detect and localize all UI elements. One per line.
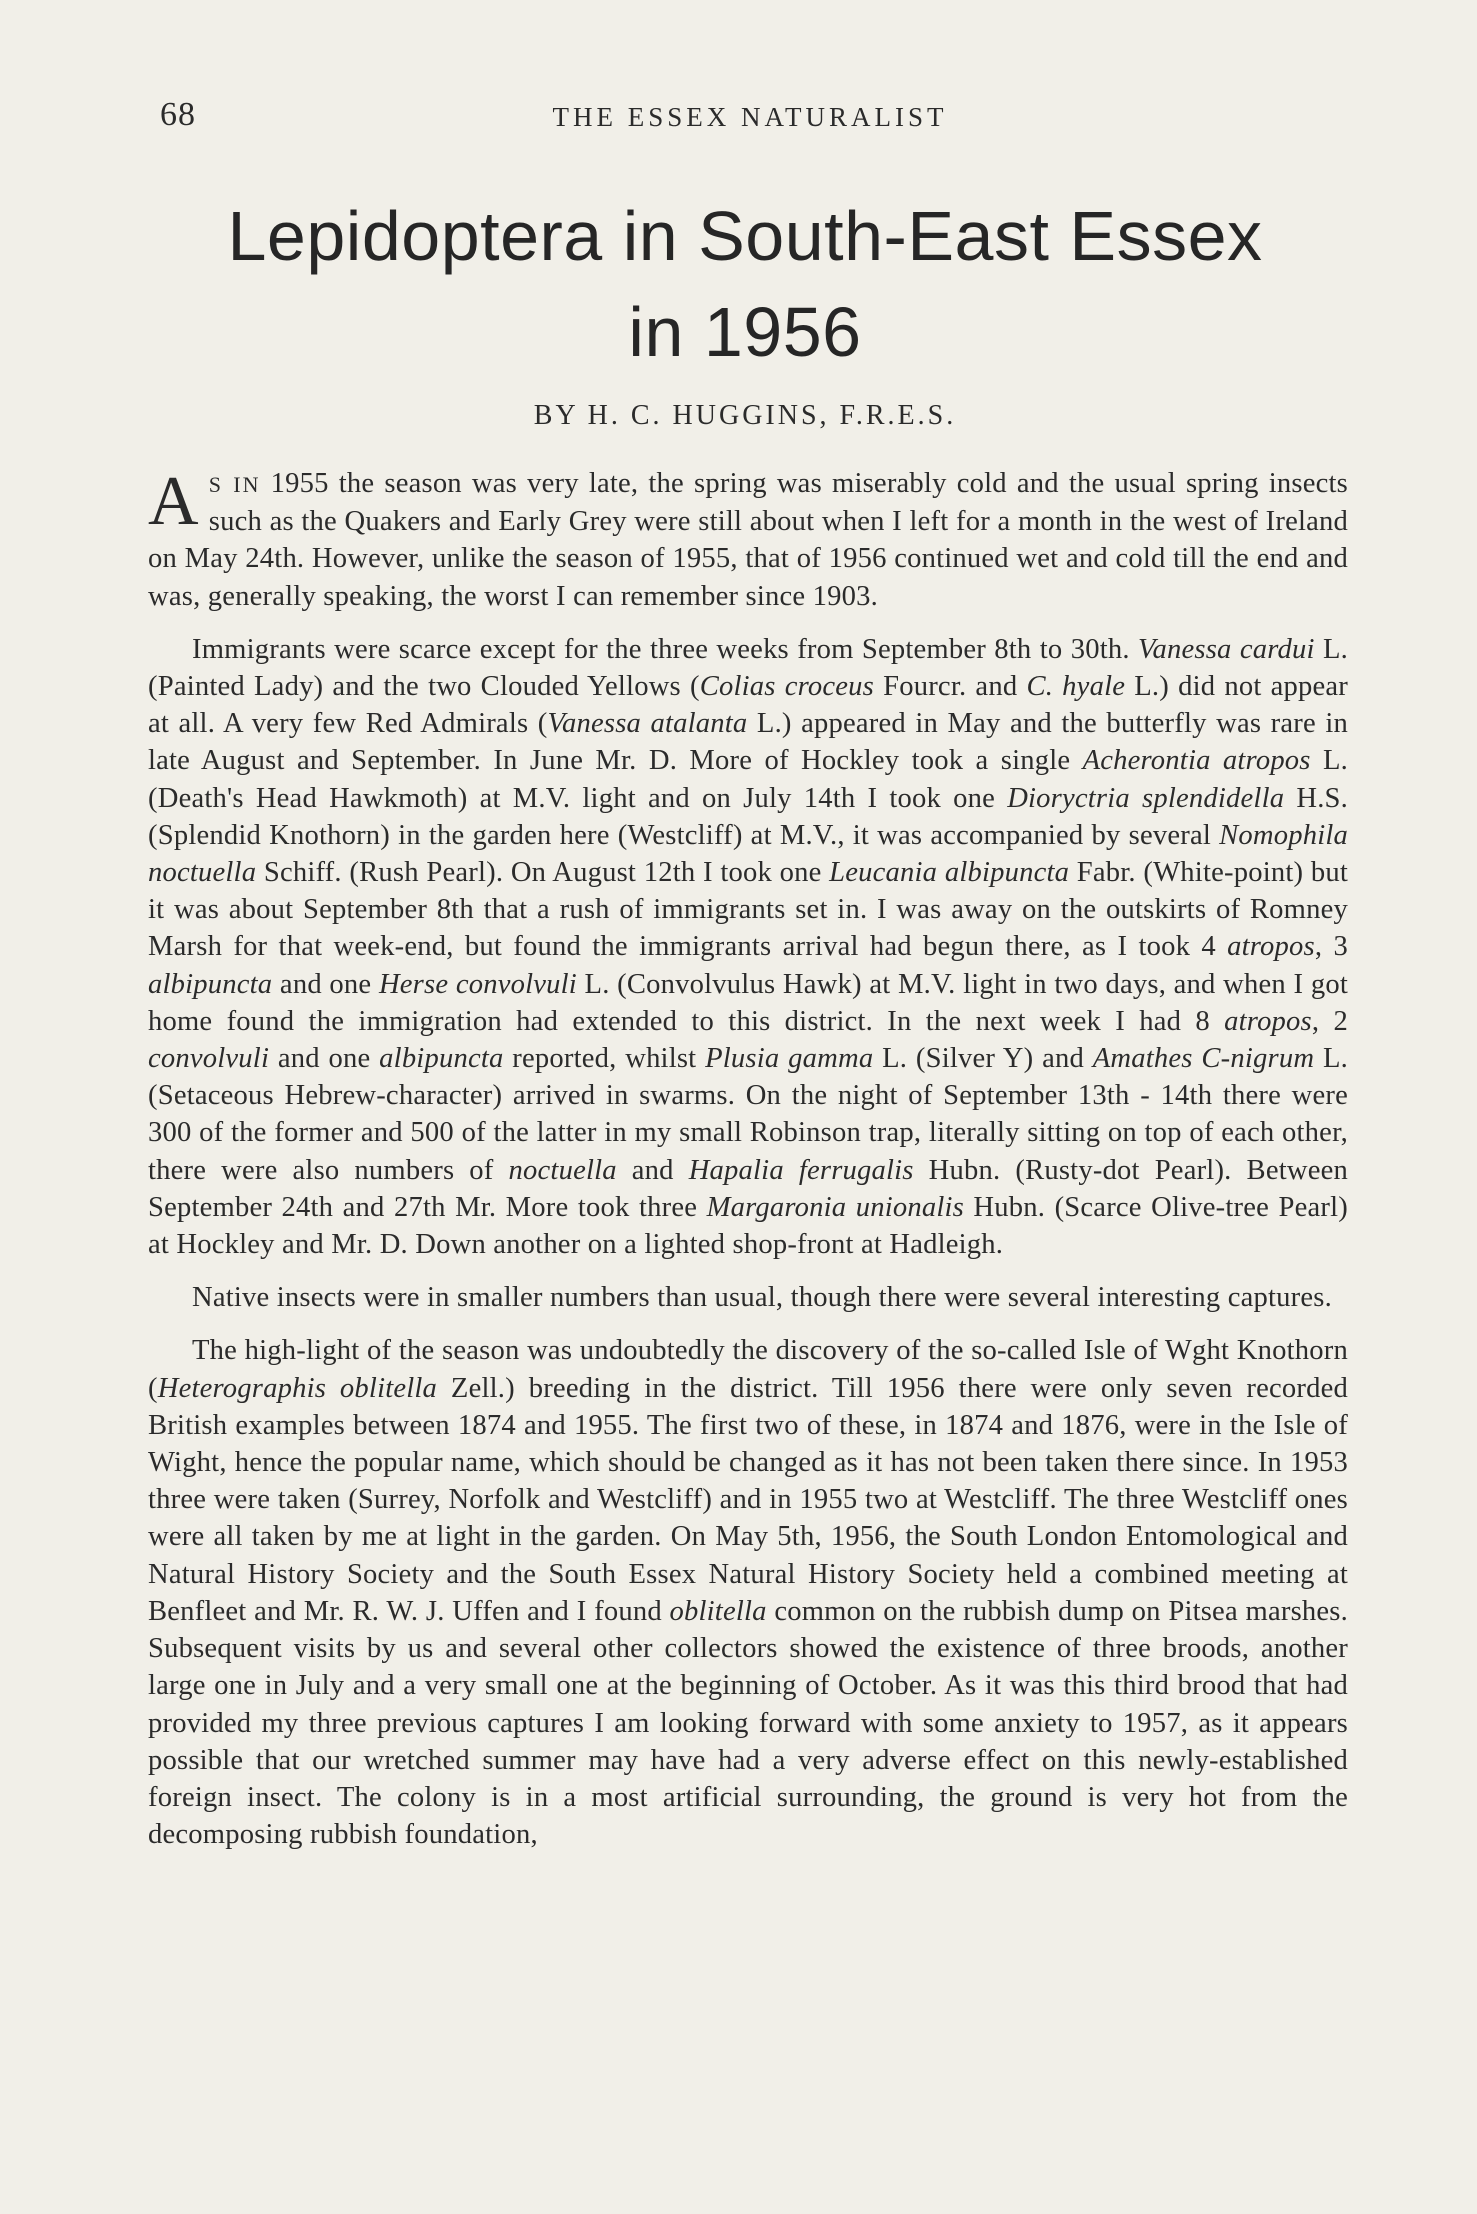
byline: BY H. C. HUGGINS, F.R.E.S. xyxy=(533,400,957,431)
drop-cap: A xyxy=(148,463,199,540)
title-line-1: Lepidoptera in South-East Essex xyxy=(227,197,1263,275)
paragraph-2: Immigrants were scarce except for the three weeks from September 8th to 30th. Vanessa cardui L. (Painted Lady) and the two Clouded Yellows (Colias croceus Fourcr. and C. hyale L.) did not appear at all. A very few Red Admirals (Vanessa atalanta L.) appeared in May and the butterfly was rare in late August and September. In June Mr. D. More of Hockley took a single Acherontia atropos L. (Death's Head Hawkmoth) at M.V. light and on July 14th I took one Dioryctria splendidella H.S. (Splendid Knothorn) in the garden here (Westcliff) at M.V., it was accompanied by several Nomophila noctuella Schiff. (Rush Pearl). On August 12th I took one Leucania albipuncta Fabr. (White-point) but it was about September 8th that a rush of immigrants set in. I was away on the outskirts of Romney Marsh for that week-end, but found the immigrants arrival had begun there, as I took 4 atropos, 3 albipuncta and one Herse convolvuli L. (Convolvulus Hawk) at M.V. light in two days, and when I got home found the immigration had extended to this district. In the next week I had 8 atropos, 2 convolvuli and one albipuncta reported, whilst Plusia gamma L. (Silver Y) and Amathes C-nigrum L. (Setaceous Hebrew-character) arrived in swarms. On the night of September 13th - 14th there were 300 of the former and 500 of the latter in my small Robinson trap, literally sitting on top of each other, there were also numbers of noctuella and Hapalia ferrugalis Hubn. (Rusty-dot Pearl). Between September 24th and 27th Mr. More took three Margaronia unionalis Hubn. (Scarce Olive-tree Pearl) at Hockley and Mr. D. Down another on a lighted shop-front at Hadleigh. xyxy=(148,633,1349,1261)
running-head xyxy=(152,96,1348,136)
journal-title: THE ESSEX NATURALIST xyxy=(552,102,948,132)
article-title xyxy=(150,188,1340,380)
paragraph-3: Native insects were in smaller numbers than usual, though there were several interesting captures. xyxy=(192,1282,1332,1314)
page-number: 68 xyxy=(160,96,196,133)
article-body xyxy=(148,465,1348,1869)
paragraph-4: The high-light of the season was undoubtedly the discovery of the so-called Isle of Wght Knothorn (Heterographis oblitella Zell.) breeding in the district. Till 1956 there were only seven recorded British examples between 1874 and 1955. The first two of these, in 1874 and 1876, were in the Isle of Wight, hence the popular name, which should be changed as it has not been taken there since. In 1953 three were taken (Surrey, Norfolk and Westcliff) and in 1955 two at Westcliff. The three Westcliff ones were all taken by me at light in the garden. On May 5th, 1956, the South London Entomological and Natural History Society and the South Essex Natural History Society held a combined meeting at Benfleet and Mr. R. W. J. Uffen and I found oblitella common on the rubbish dump on Pitsea marshes. Subsequent visits by us and several other collectors showed the existence of three broods, another large one in July and a very small one at the beginning of October. As it was this third brood that had provided my three previous captures I am looking forward with some anxiety to 1957, as it appears possible that our wretched summer may have had a very adverse effect on this newly-established foreign insect. The colony is in a most artificial surrounding, the ground is very hot from the decomposing rubbish foundation, xyxy=(148,1335,1349,1851)
title-line-2: in 1956 xyxy=(628,293,862,371)
paragraph-1: AS IN 1955 the season was very late, the spring was miserably cold and the usual spring insects such as the Quakers and Early Grey were still about when I left for a month in the west of Ireland on May 24th. However, unlike the season of 1955, that of 1956 continued wet and cold till the end and was, generally speaking, the worst I can remember since 1903. xyxy=(148,463,1348,612)
